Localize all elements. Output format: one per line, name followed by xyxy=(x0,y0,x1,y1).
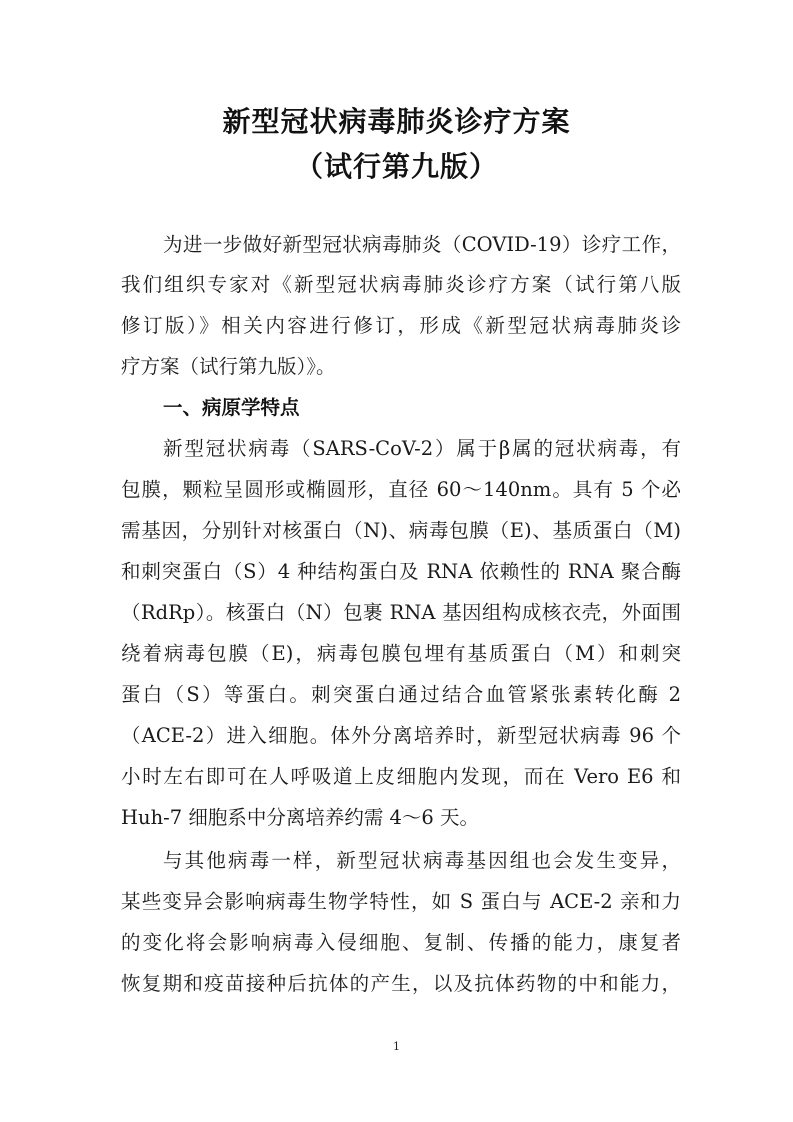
intro-line: 我们组织专家对《新型冠状病毒肺炎诊疗方案（试行第八版 xyxy=(121,273,681,296)
intro-line: 疗方案（试行第九版）》。 xyxy=(121,355,336,378)
intro-line: 为进一步做好新型冠状病毒肺炎（COVID-19）诊疗工作， xyxy=(163,233,681,256)
paragraph-line: （RdRp）。核蛋白（N）包裹 RNA 基因组构成核衣壳，外面围 xyxy=(121,601,681,624)
paragraph-line: 绕着病毒包膜（E)，病毒包膜包埋有基质蛋白（M）和刺突 xyxy=(121,642,681,665)
intro-line: 修订版）》相关内容进行修订，形成《新型冠状病毒肺炎诊 xyxy=(121,314,681,337)
document-title: 新型冠状病毒肺炎诊疗方案 xyxy=(222,105,571,138)
paragraph-line: 和刺突蛋白（S）4 种结构蛋白及 RNA 依赖性的 RNA 聚合酶 xyxy=(121,560,681,583)
section-heading: 一、病原学特点 xyxy=(163,396,300,419)
paragraph-line: 小时左右即可在人呼吸道上皮细胞内发现，而在 Vero E6 和 xyxy=(121,765,681,788)
paragraph-line: 与其他病毒一样，新型冠状病毒基因组也会发生变异， xyxy=(163,849,681,872)
document-subtitle: （试行第九版） xyxy=(294,150,498,183)
paragraph-line: 需基因，分别针对核蛋白（N)、病毒包膜（E)、基质蛋白（M) xyxy=(121,519,681,542)
paragraph-line: 某些变异会影响病毒生物学特性，如 S 蛋白与 ACE-2 亲和力 xyxy=(121,890,681,913)
paragraph-line: 包膜，颗粒呈圆形或椭圆形，直径 60～140nm。具有 5 个必 xyxy=(121,478,681,501)
paragraph-line: 的变化将会影响病毒入侵细胞、复制、传播的能力，康复者 xyxy=(121,931,681,954)
paragraph-line: 恢复期和疫苗接种后抗体的产生，以及抗体药物的中和能力， xyxy=(121,972,681,995)
paragraph-line: Huh-7 细胞系中分离培养约需 4～6 天。 xyxy=(121,806,480,829)
paragraph-line: 新型冠状病毒（SARS-CoV-2）属于β属的冠状病毒，有 xyxy=(163,437,681,460)
page-number: 1 xyxy=(393,1040,400,1053)
paragraph-line: （ACE-2）进入细胞。体外分离培养时，新型冠状病毒 96 个 xyxy=(121,724,681,747)
paragraph-line: 蛋白（S）等蛋白。刺突蛋白通过结合血管紧张素转化酶 2 xyxy=(121,683,681,706)
